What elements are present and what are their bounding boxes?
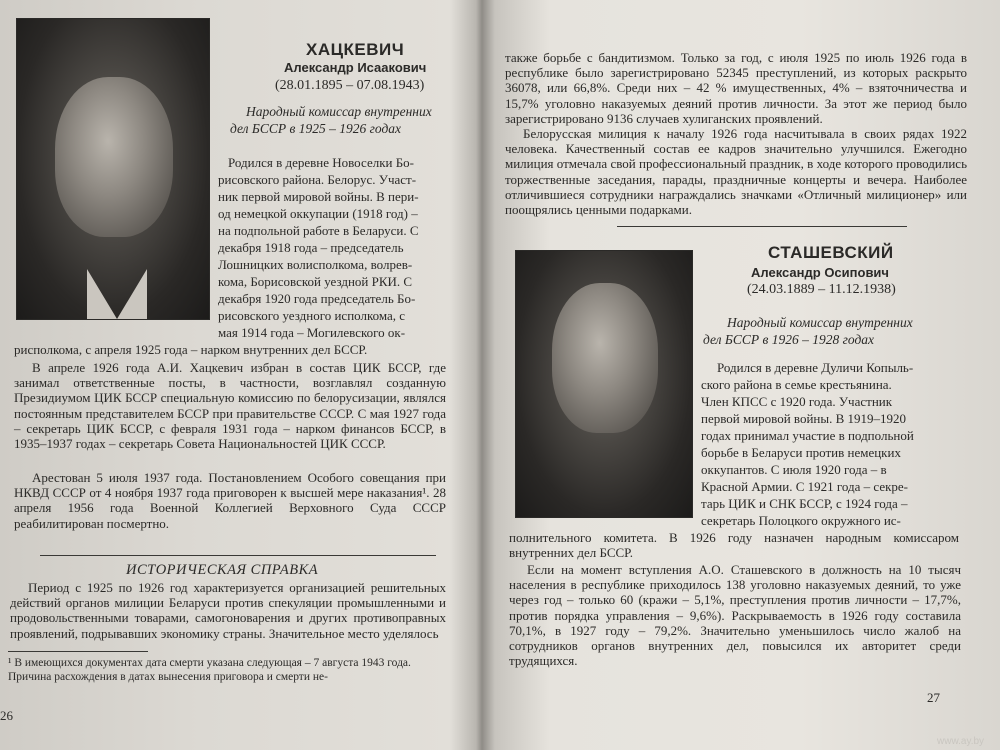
- section-rule: [40, 555, 436, 556]
- person-role-line-2: дел БССР в 1925 – 1926 годах: [230, 121, 402, 136]
- bio-paragraph-1: рисполкома, с апреля 1925 года – нарком внутренних дел БССР.: [14, 342, 368, 357]
- person-full-name: Александр Исаакович: [284, 60, 427, 75]
- right-top-paragraph-1: также борьбе с бандитизмом. Только за год, с июля 1925 по июль 1926 года в республике было зарегистрировано 52345 преступлений, из которых раскрыто 36078, или 66,8%. Среди них – 42 % имущественных, 4% – взяточничества и 15,7% уголовно наказуемых деяний против личности. За этот же период было зарегистрировано 9136 случаев хулиганских проявлений.: [505, 50, 967, 126]
- bio-line: секретарь Полоцкого окружного ис-: [701, 513, 901, 528]
- person-role-line-2: дел БССР в 1926 – 1928 годах: [703, 332, 875, 347]
- person-name: СТАШЕВСКИЙ: [768, 243, 894, 262]
- bio-line: на подпольной работе в Беларуси. С: [218, 223, 419, 238]
- bio-paragraph-1: полнительного комитета. В 1926 году назначен народным комиссаром внутренних дел БССР.: [509, 530, 959, 561]
- bio-line: Лошницких волисполкома, волрев-: [218, 257, 413, 272]
- bio-line: мая 1914 года – Могилевского ок-: [218, 325, 406, 340]
- bio-line: ник первой мировой войны. В пери-: [218, 189, 419, 204]
- bio-line: оккупантов. С июля 1920 года – в: [701, 462, 887, 477]
- bio-paragraph-2: В апреле 1926 года А.И. Хацкевич избран в состав ЦИК БССР, где занимал ответственные посты, в частности, возглавлял созданную Президиумом ЦИК БССР специальную комиссию по белорусизации, являлся постоянным представителем БССР при правительстве СССР. С мая 1927 года – секретарь ЦИК БССР, с февраля 1931 года – нарком финансов БССР, в 1935–1937 годах – секретарь Совета Национальностей ЦИК СССР.: [14, 360, 446, 452]
- person-separator-rule: [617, 226, 907, 227]
- portrait-khatskevich: [16, 18, 210, 320]
- bio-line: Член КПСС с 1920 года. Участник: [701, 394, 893, 409]
- portrait-stashevsky: [515, 250, 693, 518]
- person-full-name: Александр Осипович: [751, 265, 889, 280]
- right-top-paragraph-2: Белорусская милиция к началу 1926 года насчитывала в своих рядах 1922 человека. Качественный состав ее кадров значительно улучшился. Ежегодно милиция отмечала свой профессиональный праздник, в ходе которого проводились торжественные заседания, парады, праздничные концерты и вечера. Наиболее отличившиеся сотрудники награждались значками «Отличный милиционер» или поощрялись ценными подарками.: [505, 126, 967, 218]
- watermark: www.ay.by: [937, 736, 985, 747]
- bio-line: рисовского уездного исполкома, с: [218, 308, 406, 323]
- footnote: ¹ В имеющихся документах дата смерти указана следующая – 7 августа 1943 года. Причина расхождения в датах вынесения приговора и смерти не-: [8, 657, 411, 683]
- page-number-right: 27: [927, 690, 940, 705]
- section-text: Период с 1925 по 1926 год характеризуется организацией решительных действий органов милиции Беларуси против спекуляции промышленными и продовольственными товарами, самогоноварения и других противоправных проявлений, подрывавших экономику страны. Значительное место уделялось: [10, 580, 446, 641]
- person-role-line-1: Народный комиссар внутренних: [727, 315, 913, 330]
- bio-line: кома, Борисовской уездной РКИ. С: [218, 274, 413, 289]
- bio-paragraph-3: Арестован 5 июля 1937 года. Постановлением Особого совещания при НКВД СССР от 4 ноября 1937 года приговорен к высшей мере наказания¹. 28 апреля 1956 года Военной Коллегией Верховного Суда СССР реабилитирован посмертно.: [14, 470, 446, 531]
- page-number-left: 26: [0, 708, 13, 723]
- person-role-line-1: Народный комиссар внутренних: [246, 104, 432, 119]
- person-name: ХАЦКЕВИЧ: [306, 40, 405, 59]
- left-page: [0, 0, 470, 750]
- bio-line: Красной Армии. С 1921 года – секре-: [701, 479, 909, 494]
- bio-line: декабря 1920 года председатель Бо-: [218, 291, 416, 306]
- bio-line: первой мировой войны. В 1919–1920: [701, 411, 907, 426]
- person-dates: (28.01.1895 – 07.08.1943): [275, 78, 425, 93]
- bio-line: од немецкой оккупации (1918 год) –: [218, 206, 418, 221]
- bio-paragraph-2: Если на момент вступления А.О. Сташевского в должность на 10 тысяч населения в республике приходилось 138 уголовно наказуемых деяний, то уже через год – только 60 (кражи – 5,1%, преступления против личности – 17,7%, против порядка управления – 9,6%). Раскрываемость в 1926 году составила 70,1%, в 1927 году – 79,2%. Значительно уменьшилось число жалоб на сотрудников органов внутренних дел, повысился их авторитет среди трудящихся.: [509, 562, 961, 669]
- bio-line: годах принимал участие в подпольной: [701, 428, 914, 443]
- bio-line: борьбе в Беларуси против немецких: [701, 445, 901, 460]
- bio-line: тарь ЦИК и СНК БССР, с 1924 года –: [701, 496, 908, 511]
- section-title: ИСТОРИЧЕСКАЯ СПРАВКА: [126, 562, 319, 578]
- bio-line: рисовского района. Белорус. Участ-: [218, 172, 417, 187]
- bio-line: декабря 1918 года – председатель: [218, 240, 404, 255]
- bio-line: ского района в семье крестьянина.: [701, 377, 892, 392]
- right-page: [487, 0, 1000, 750]
- bio-line: Родился в деревне Новоселки Бо-: [228, 155, 415, 170]
- footnote-rule: [8, 651, 148, 652]
- bio-line: Родился в деревне Дуличи Копыль-: [717, 360, 914, 375]
- person-dates: (24.03.1889 – 11.12.1938): [747, 282, 896, 297]
